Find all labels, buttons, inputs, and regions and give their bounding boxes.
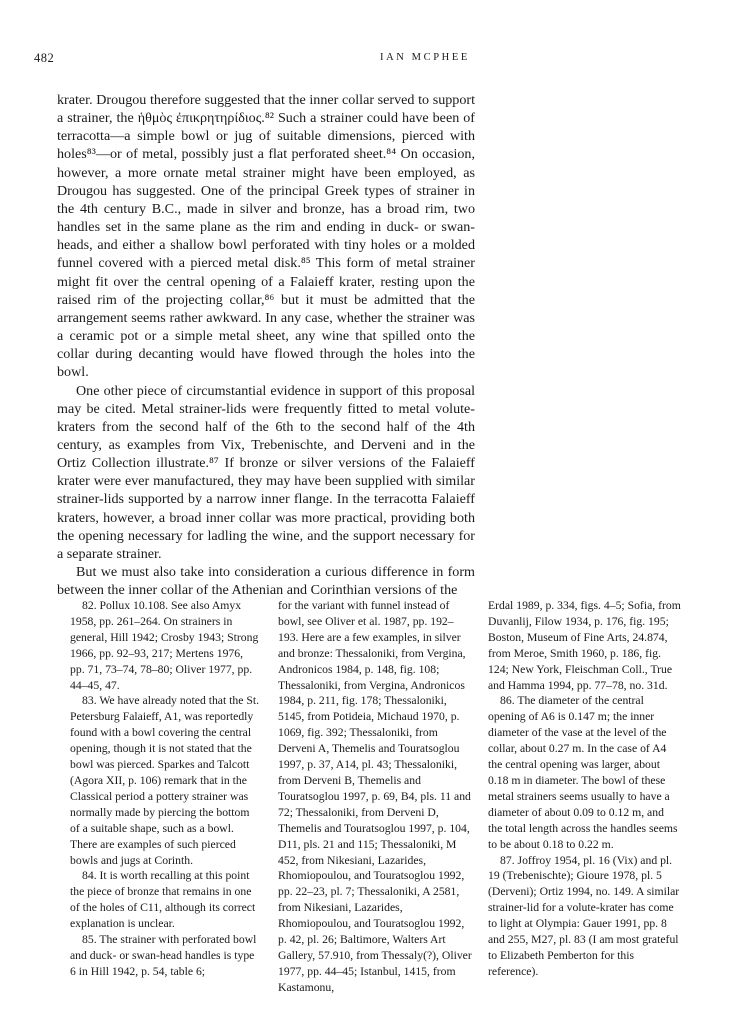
page-number: 482 (34, 51, 55, 65)
main-text (57, 91, 475, 599)
footnote-86: 86. The diameter of the central opening of A6 is 0.147 m; the inner diameter of the vase at the level of the collar, about 0.27 m. In the case of A4 the central opening was larger, about 0.18 m in diameter. The bowl of these metal strainers seems usually to have a diameter of about 0.09 to 0.12 m, and the total length across the handles seems to be about 0.18 to 0.22 m. (488, 694, 678, 851)
footnote-85: 85. The strainer with perforated bowl and duck- or swan-head handles is type 6 in Hill 1942, p. 54, table 6; (70, 933, 257, 978)
footnote-82: 82. Pollux 10.108. See also Amyx 1958, pp. 261–264. On strainers in general, Hill 1942; Crosby 1943; Strong 1966, pp. 92–93, 217; Mertens 1976, pp. 71, 73–74, 78–80; Oliver 1977, pp. 44–45, 47. (70, 599, 259, 692)
body-paragraph-2: One other piece of circumstantial evidence in support of this proposal may be cited. Metal strainer-lids were frequently fitted to metal volute-kraters from the second half of the 6th to the second half of the 4th century, as examples from Vix, Trebenischte, and Derveni and in the Ortiz Collection illustrate.⁸⁷ If bronze or silver versions of the Falaieff krater were ever manufactured, they may have been supplied with similar strainer-lids supported by a narrow inner flange. In the terracotta Falaieff kraters, however, a broad inner collar was more practical, providing both the opening necessary for ladling the wine, and the support necessary for a separate strainer. (57, 382, 475, 562)
footnotes-column-1 (70, 598, 260, 980)
footnote-83: 83. We have already noted that the St. Petersburg Falaieff, A1, was reportedly found with a bowl covering the central opening, though it is not stated that the bowl was pierced. Sparkes and Talcott (Agora XII, p. 106) remark that in the Classical period a pottery strainer was normally made by piercing the bottom of a suitable shape, such as a bowl. There are examples of such pierced bowls and jugs at Corinth. (70, 694, 260, 867)
body-paragraph-3: But we must also take into consideration a curious difference in form between the inner collar of the Athenian and Corinthian versions of the (57, 564, 475, 599)
footnote-85-continued: for the variant with funnel instead of bowl, see Oliver et al. 1987, pp. 192–193. Here are a few examples, in silver and bronze: Thessaloniki, from Vergina, Andronicos 1984, p. 148, fig. 108; Thessaloniki, from Vergina, Andronicos 1984, p. 211, fig. 178; Thessaloniki, 5145, from Potideia, Michaud 1970, p. 1069, fig. 392; Thessaloniki, from Derveni A, Themelis and Touratsoglou 1997, p. 37, A14, pl. 43; Thessaloniki, from Derveni B, Themelis and Touratsoglou 1997, p. 69, B4, pls. 11 and 72; Thessaloniki, from Derveni D, Themelis and Touratsoglou 1997, p. 104, D11, pls. 21 and 115; Thessaloniki, M 452, from Nikesiani, Lazarides, Rhomiopoulou, and Touratsoglou 1992, pp. 22–23, pl. 7; Thessaloniki, A 2581, from Nikesiani, Lazarides, Rhomiopoulou, and Touratsoglou 1992, p. 42, pl. 26; Baltimore, Walters Art Gallery, 57.910, from Thessaly(?), Oliver 1977, pp. 44–45; Istanbul, 1415, from Kastamonu, (278, 599, 472, 994)
footnote-87: 87. Joffroy 1954, pl. 16 (Vix) and pl. 19 (Trebenischte); Gioure 1978, pl. 5 (Derveni); Ortiz 1994, no. 149. A similar strainer-lid for a volute-krater has come to light at Olympia: Gauer 1991, pp. 8 and 255, M27, pl. 83 (I am most grateful to Elizabeth Pemberton for this reference). (488, 853, 680, 978)
body-paragraph-1: krater. Drougou therefore suggested that the inner collar served to support a strainer, the ἡθμὸς ἐπικρητηρίδιος.⁸² Such a strainer could have been of terracotta—a simple bowl or jug of suitable dimensions, pierced with holes⁸³—or of metal, possibly just a flat perforated sheet.⁸⁴ On occasion, however, a more ornate metal strainer might have been employed, as Drougou has suggested. One of the principal Greek types of strainer in the 4th century B.C., made in silver and bronze, has a broad rim, two handles set in the same plane as the rim and ending in duck- or swan-heads, and either a shallow bowl perforated with tiny holes or a molded funnel covered with a pierced metal disk.⁸⁵ This form of metal strainer might fit over the central opening of a Falaieff krater, resting upon the raised rim of the projecting collar,⁸⁶ but it must be admitted that the arrangement seems rather awkward. In any case, whether the strainer was a ceramic pot or a simple metal sheet, any wine that spilled onto the collar during decanting would have flowed through the holes into the bowl. (57, 92, 475, 381)
footnote-84: 84. It is worth recalling at this point the piece of bronze that remains in one of the holes of C11, although its correct explanation is unclear. (70, 869, 256, 931)
running-head: IAN MCPHEE (380, 52, 470, 63)
footnotes-column-2 (278, 598, 472, 996)
footnote-85-continued-end: Erdal 1989, p. 334, figs. 4–5; Sofia, from Duvanlij, Filow 1934, p. 176, fig. 195; Boston, Museum of Fine Arts, 24.874, from Meroe, Smith 1960, p. 186, fig. 124; New York, Fleischman Coll., True and Hamma 1994, pp. 77–78, no. 31d. (488, 599, 681, 692)
footnotes-column-3 (488, 598, 681, 980)
